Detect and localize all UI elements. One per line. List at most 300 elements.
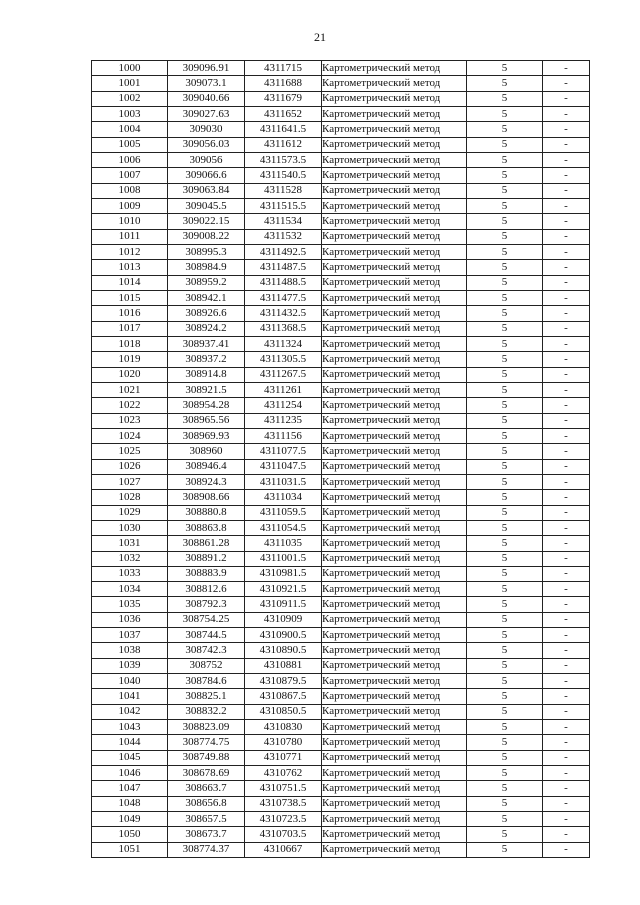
accuracy-cell: 5 bbox=[467, 152, 543, 167]
y-coordinate-cell: 4311641.5 bbox=[245, 122, 322, 137]
method-cell: Картометрический метод bbox=[322, 352, 467, 367]
accuracy-cell: 5 bbox=[467, 398, 543, 413]
x-coordinate-cell: 309096.91 bbox=[168, 61, 245, 76]
note-cell: - bbox=[543, 321, 590, 336]
y-coordinate-cell: 4310909 bbox=[245, 612, 322, 627]
table-row bbox=[92, 796, 590, 811]
y-coordinate-cell: 4310830 bbox=[245, 720, 322, 735]
note-cell: - bbox=[543, 106, 590, 121]
x-coordinate-cell: 308969.93 bbox=[168, 428, 245, 443]
table-row bbox=[92, 582, 590, 597]
point-number-cell: 1031 bbox=[92, 536, 168, 551]
note-cell: - bbox=[543, 720, 590, 735]
point-number-cell: 1026 bbox=[92, 459, 168, 474]
point-number-cell: 1000 bbox=[92, 61, 168, 76]
x-coordinate-cell: 309040.66 bbox=[168, 91, 245, 106]
x-coordinate-cell: 308959.2 bbox=[168, 275, 245, 290]
coordinates-table bbox=[91, 60, 590, 858]
table-row bbox=[92, 704, 590, 719]
y-coordinate-cell: 4311156 bbox=[245, 428, 322, 443]
table-row bbox=[92, 321, 590, 336]
method-cell: Картометрический метод bbox=[322, 137, 467, 152]
accuracy-cell: 5 bbox=[467, 260, 543, 275]
method-cell: Картометрический метод bbox=[322, 490, 467, 505]
x-coordinate-cell: 308954.28 bbox=[168, 398, 245, 413]
method-cell: Картометрический метод bbox=[322, 168, 467, 183]
point-number-cell: 1045 bbox=[92, 750, 168, 765]
accuracy-cell: 5 bbox=[467, 674, 543, 689]
point-number-cell: 1023 bbox=[92, 413, 168, 428]
y-coordinate-cell: 4310762 bbox=[245, 766, 322, 781]
note-cell: - bbox=[543, 781, 590, 796]
table-row bbox=[92, 643, 590, 658]
note-cell: - bbox=[543, 490, 590, 505]
x-coordinate-cell: 308792.3 bbox=[168, 597, 245, 612]
table-row bbox=[92, 735, 590, 750]
point-number-cell: 1007 bbox=[92, 168, 168, 183]
x-coordinate-cell: 308754.25 bbox=[168, 612, 245, 627]
table-row bbox=[92, 551, 590, 566]
accuracy-cell: 5 bbox=[467, 735, 543, 750]
note-cell: - bbox=[543, 275, 590, 290]
accuracy-cell: 5 bbox=[467, 244, 543, 259]
y-coordinate-cell: 4311715 bbox=[245, 61, 322, 76]
note-cell: - bbox=[543, 229, 590, 244]
table-row bbox=[92, 275, 590, 290]
method-cell: Картометрический метод bbox=[322, 275, 467, 290]
method-cell: Картометрический метод bbox=[322, 183, 467, 198]
y-coordinate-cell: 4311034 bbox=[245, 490, 322, 505]
point-number-cell: 1027 bbox=[92, 474, 168, 489]
accuracy-cell: 5 bbox=[467, 750, 543, 765]
y-coordinate-cell: 4310850.5 bbox=[245, 704, 322, 719]
method-cell: Картометрический метод bbox=[322, 674, 467, 689]
note-cell: - bbox=[543, 812, 590, 827]
x-coordinate-cell: 309063.84 bbox=[168, 183, 245, 198]
table-row bbox=[92, 398, 590, 413]
method-cell: Картометрический метод bbox=[322, 628, 467, 643]
accuracy-cell: 5 bbox=[467, 413, 543, 428]
method-cell: Картометрический метод bbox=[322, 76, 467, 91]
point-number-cell: 1039 bbox=[92, 658, 168, 673]
point-number-cell: 1017 bbox=[92, 321, 168, 336]
method-cell: Картометрический метод bbox=[322, 720, 467, 735]
x-coordinate-cell: 309066.6 bbox=[168, 168, 245, 183]
table-row bbox=[92, 674, 590, 689]
x-coordinate-cell: 309056 bbox=[168, 152, 245, 167]
accuracy-cell: 5 bbox=[467, 505, 543, 520]
x-coordinate-cell: 308995.3 bbox=[168, 244, 245, 259]
table-row bbox=[92, 183, 590, 198]
y-coordinate-cell: 4311534 bbox=[245, 214, 322, 229]
note-cell: - bbox=[543, 628, 590, 643]
y-coordinate-cell: 4310703.5 bbox=[245, 827, 322, 842]
accuracy-cell: 5 bbox=[467, 229, 543, 244]
x-coordinate-cell: 308960 bbox=[168, 444, 245, 459]
note-cell: - bbox=[543, 766, 590, 781]
note-cell: - bbox=[543, 260, 590, 275]
note-cell: - bbox=[543, 183, 590, 198]
table-row bbox=[92, 198, 590, 213]
y-coordinate-cell: 4311305.5 bbox=[245, 352, 322, 367]
note-cell: - bbox=[543, 474, 590, 489]
x-coordinate-cell: 309008.22 bbox=[168, 229, 245, 244]
point-number-cell: 1033 bbox=[92, 566, 168, 581]
method-cell: Картометрический метод bbox=[322, 61, 467, 76]
page-number: 21 bbox=[314, 30, 326, 44]
table-row bbox=[92, 306, 590, 321]
x-coordinate-cell: 308861.28 bbox=[168, 536, 245, 551]
method-cell: Картометрический метод bbox=[322, 336, 467, 351]
accuracy-cell: 5 bbox=[467, 704, 543, 719]
note-cell: - bbox=[543, 566, 590, 581]
method-cell: Картометрический метод bbox=[322, 536, 467, 551]
note-cell: - bbox=[543, 61, 590, 76]
point-number-cell: 1036 bbox=[92, 612, 168, 627]
y-coordinate-cell: 4310900.5 bbox=[245, 628, 322, 643]
table-row bbox=[92, 658, 590, 673]
x-coordinate-cell: 309027.63 bbox=[168, 106, 245, 121]
accuracy-cell: 5 bbox=[467, 122, 543, 137]
note-cell: - bbox=[543, 76, 590, 91]
method-cell: Картометрический метод bbox=[322, 321, 467, 336]
point-number-cell: 1020 bbox=[92, 367, 168, 382]
point-number-cell: 1029 bbox=[92, 505, 168, 520]
y-coordinate-cell: 4311487.5 bbox=[245, 260, 322, 275]
method-cell: Картометрический метод bbox=[322, 122, 467, 137]
table-row bbox=[92, 628, 590, 643]
y-coordinate-cell: 4311267.5 bbox=[245, 367, 322, 382]
note-cell: - bbox=[543, 91, 590, 106]
x-coordinate-cell: 308784.6 bbox=[168, 674, 245, 689]
note-cell: - bbox=[543, 152, 590, 167]
y-coordinate-cell: 4310751.5 bbox=[245, 781, 322, 796]
table-row bbox=[92, 612, 590, 627]
method-cell: Картометрический метод bbox=[322, 474, 467, 489]
method-cell: Картометрический метод bbox=[322, 766, 467, 781]
point-number-cell: 1035 bbox=[92, 597, 168, 612]
note-cell: - bbox=[543, 398, 590, 413]
note-cell: - bbox=[543, 796, 590, 811]
accuracy-cell: 5 bbox=[467, 444, 543, 459]
method-cell: Картометрический метод bbox=[322, 91, 467, 106]
y-coordinate-cell: 4311235 bbox=[245, 413, 322, 428]
method-cell: Картометрический метод bbox=[322, 382, 467, 397]
point-number-cell: 1015 bbox=[92, 290, 168, 305]
accuracy-cell: 5 bbox=[467, 643, 543, 658]
table-row bbox=[92, 444, 590, 459]
note-cell: - bbox=[543, 168, 590, 183]
x-coordinate-cell: 308812.6 bbox=[168, 582, 245, 597]
table-row bbox=[92, 812, 590, 827]
x-coordinate-cell: 308914.8 bbox=[168, 367, 245, 382]
accuracy-cell: 5 bbox=[467, 720, 543, 735]
method-cell: Картометрический метод bbox=[322, 612, 467, 627]
y-coordinate-cell: 4311261 bbox=[245, 382, 322, 397]
point-number-cell: 1016 bbox=[92, 306, 168, 321]
point-number-cell: 1038 bbox=[92, 643, 168, 658]
note-cell: - bbox=[543, 444, 590, 459]
accuracy-cell: 5 bbox=[467, 689, 543, 704]
y-coordinate-cell: 4311031.5 bbox=[245, 474, 322, 489]
point-number-cell: 1011 bbox=[92, 229, 168, 244]
accuracy-cell: 5 bbox=[467, 321, 543, 336]
method-cell: Картометрический метод bbox=[322, 812, 467, 827]
x-coordinate-cell: 308678.69 bbox=[168, 766, 245, 781]
point-number-cell: 1024 bbox=[92, 428, 168, 443]
table-row bbox=[92, 428, 590, 443]
method-cell: Картометрический метод bbox=[322, 413, 467, 428]
accuracy-cell: 5 bbox=[467, 459, 543, 474]
method-cell: Картометрический метод bbox=[322, 214, 467, 229]
x-coordinate-cell: 308774.37 bbox=[168, 842, 245, 857]
point-number-cell: 1048 bbox=[92, 796, 168, 811]
method-cell: Картометрический метод bbox=[322, 781, 467, 796]
x-coordinate-cell: 308752 bbox=[168, 658, 245, 673]
point-number-cell: 1014 bbox=[92, 275, 168, 290]
x-coordinate-cell: 308880.8 bbox=[168, 505, 245, 520]
x-coordinate-cell: 308883.9 bbox=[168, 566, 245, 581]
table-row bbox=[92, 152, 590, 167]
table-row bbox=[92, 459, 590, 474]
x-coordinate-cell: 309030 bbox=[168, 122, 245, 137]
note-cell: - bbox=[543, 689, 590, 704]
point-number-cell: 1032 bbox=[92, 551, 168, 566]
accuracy-cell: 5 bbox=[467, 490, 543, 505]
method-cell: Картометрический метод bbox=[322, 750, 467, 765]
note-cell: - bbox=[543, 352, 590, 367]
note-cell: - bbox=[543, 382, 590, 397]
x-coordinate-cell: 308774.75 bbox=[168, 735, 245, 750]
table-row bbox=[92, 229, 590, 244]
method-cell: Картометрический метод bbox=[322, 735, 467, 750]
note-cell: - bbox=[543, 842, 590, 857]
y-coordinate-cell: 4311059.5 bbox=[245, 505, 322, 520]
x-coordinate-cell: 309022.15 bbox=[168, 214, 245, 229]
note-cell: - bbox=[543, 658, 590, 673]
note-cell: - bbox=[543, 137, 590, 152]
accuracy-cell: 5 bbox=[467, 91, 543, 106]
y-coordinate-cell: 4311001.5 bbox=[245, 551, 322, 566]
table-row bbox=[92, 520, 590, 535]
coordinates-table-body bbox=[92, 61, 590, 858]
accuracy-cell: 5 bbox=[467, 781, 543, 796]
method-cell: Картометрический метод bbox=[322, 520, 467, 535]
method-cell: Картометрический метод bbox=[322, 244, 467, 259]
y-coordinate-cell: 4311652 bbox=[245, 106, 322, 121]
table-row bbox=[92, 106, 590, 121]
method-cell: Картометрический метод bbox=[322, 827, 467, 842]
x-coordinate-cell: 308891.2 bbox=[168, 551, 245, 566]
x-coordinate-cell: 308657.5 bbox=[168, 812, 245, 827]
y-coordinate-cell: 4311477.5 bbox=[245, 290, 322, 305]
table-row bbox=[92, 474, 590, 489]
table-row bbox=[92, 413, 590, 428]
point-number-cell: 1008 bbox=[92, 183, 168, 198]
method-cell: Картометрический метод bbox=[322, 566, 467, 581]
accuracy-cell: 5 bbox=[467, 628, 543, 643]
y-coordinate-cell: 4311612 bbox=[245, 137, 322, 152]
y-coordinate-cell: 4310981.5 bbox=[245, 566, 322, 581]
point-number-cell: 1025 bbox=[92, 444, 168, 459]
table-row bbox=[92, 382, 590, 397]
x-coordinate-cell: 308984.9 bbox=[168, 260, 245, 275]
x-coordinate-cell: 308937.41 bbox=[168, 336, 245, 351]
x-coordinate-cell: 308924.3 bbox=[168, 474, 245, 489]
accuracy-cell: 5 bbox=[467, 352, 543, 367]
y-coordinate-cell: 4311047.5 bbox=[245, 459, 322, 474]
table-row bbox=[92, 750, 590, 765]
accuracy-cell: 5 bbox=[467, 183, 543, 198]
table-row bbox=[92, 61, 590, 76]
x-coordinate-cell: 308832.2 bbox=[168, 704, 245, 719]
accuracy-cell: 5 bbox=[467, 306, 543, 321]
note-cell: - bbox=[543, 643, 590, 658]
y-coordinate-cell: 4310771 bbox=[245, 750, 322, 765]
note-cell: - bbox=[543, 336, 590, 351]
x-coordinate-cell: 308742.3 bbox=[168, 643, 245, 658]
y-coordinate-cell: 4311540.5 bbox=[245, 168, 322, 183]
note-cell: - bbox=[543, 704, 590, 719]
y-coordinate-cell: 4310890.5 bbox=[245, 643, 322, 658]
note-cell: - bbox=[543, 582, 590, 597]
y-coordinate-cell: 4311432.5 bbox=[245, 306, 322, 321]
note-cell: - bbox=[543, 750, 590, 765]
note-cell: - bbox=[543, 214, 590, 229]
accuracy-cell: 5 bbox=[467, 214, 543, 229]
note-cell: - bbox=[543, 827, 590, 842]
table-row bbox=[92, 91, 590, 106]
table-row bbox=[92, 720, 590, 735]
point-number-cell: 1030 bbox=[92, 520, 168, 535]
method-cell: Картометрический метод bbox=[322, 367, 467, 382]
table-row bbox=[92, 490, 590, 505]
x-coordinate-cell: 308663.7 bbox=[168, 781, 245, 796]
note-cell: - bbox=[543, 244, 590, 259]
method-cell: Картометрический метод bbox=[322, 689, 467, 704]
y-coordinate-cell: 4311368.5 bbox=[245, 321, 322, 336]
y-coordinate-cell: 4310780 bbox=[245, 735, 322, 750]
x-coordinate-cell: 308924.2 bbox=[168, 321, 245, 336]
method-cell: Картометрический метод bbox=[322, 428, 467, 443]
method-cell: Картометрический метод bbox=[322, 290, 467, 305]
accuracy-cell: 5 bbox=[467, 275, 543, 290]
y-coordinate-cell: 4311035 bbox=[245, 536, 322, 551]
x-coordinate-cell: 308863.8 bbox=[168, 520, 245, 535]
table-row bbox=[92, 352, 590, 367]
x-coordinate-cell: 309056.03 bbox=[168, 137, 245, 152]
method-cell: Картометрический метод bbox=[322, 306, 467, 321]
method-cell: Картометрический метод bbox=[322, 597, 467, 612]
note-cell: - bbox=[543, 612, 590, 627]
point-number-cell: 1034 bbox=[92, 582, 168, 597]
table-row bbox=[92, 290, 590, 305]
accuracy-cell: 5 bbox=[467, 61, 543, 76]
point-number-cell: 1021 bbox=[92, 382, 168, 397]
accuracy-cell: 5 bbox=[467, 290, 543, 305]
y-coordinate-cell: 4311077.5 bbox=[245, 444, 322, 459]
x-coordinate-cell: 308965.56 bbox=[168, 413, 245, 428]
note-cell: - bbox=[543, 505, 590, 520]
x-coordinate-cell: 308823.09 bbox=[168, 720, 245, 735]
x-coordinate-cell: 308673.7 bbox=[168, 827, 245, 842]
point-number-cell: 1012 bbox=[92, 244, 168, 259]
note-cell: - bbox=[543, 122, 590, 137]
point-number-cell: 1019 bbox=[92, 352, 168, 367]
y-coordinate-cell: 4310879.5 bbox=[245, 674, 322, 689]
method-cell: Картометрический метод bbox=[322, 198, 467, 213]
accuracy-cell: 5 bbox=[467, 658, 543, 673]
table-row bbox=[92, 597, 590, 612]
point-number-cell: 1013 bbox=[92, 260, 168, 275]
accuracy-cell: 5 bbox=[467, 766, 543, 781]
y-coordinate-cell: 4311688 bbox=[245, 76, 322, 91]
note-cell: - bbox=[543, 459, 590, 474]
method-cell: Картометрический метод bbox=[322, 796, 467, 811]
point-number-cell: 1046 bbox=[92, 766, 168, 781]
accuracy-cell: 5 bbox=[467, 336, 543, 351]
table-row bbox=[92, 244, 590, 259]
accuracy-cell: 5 bbox=[467, 474, 543, 489]
y-coordinate-cell: 4310723.5 bbox=[245, 812, 322, 827]
x-coordinate-cell: 308825.1 bbox=[168, 689, 245, 704]
method-cell: Картометрический метод bbox=[322, 643, 467, 658]
point-number-cell: 1044 bbox=[92, 735, 168, 750]
method-cell: Картометрический метод bbox=[322, 459, 467, 474]
point-number-cell: 1010 bbox=[92, 214, 168, 229]
y-coordinate-cell: 4311324 bbox=[245, 336, 322, 351]
y-coordinate-cell: 4310738.5 bbox=[245, 796, 322, 811]
y-coordinate-cell: 4311054.5 bbox=[245, 520, 322, 535]
x-coordinate-cell: 308946.4 bbox=[168, 459, 245, 474]
table-row bbox=[92, 214, 590, 229]
point-number-cell: 1049 bbox=[92, 812, 168, 827]
table-row bbox=[92, 505, 590, 520]
accuracy-cell: 5 bbox=[467, 566, 543, 581]
table-row bbox=[92, 689, 590, 704]
x-coordinate-cell: 308921.5 bbox=[168, 382, 245, 397]
method-cell: Картометрический метод bbox=[322, 505, 467, 520]
point-number-cell: 1002 bbox=[92, 91, 168, 106]
table-row bbox=[92, 766, 590, 781]
table-row bbox=[92, 137, 590, 152]
x-coordinate-cell: 308926.6 bbox=[168, 306, 245, 321]
note-cell: - bbox=[543, 198, 590, 213]
x-coordinate-cell: 308942.1 bbox=[168, 290, 245, 305]
method-cell: Картометрический метод bbox=[322, 398, 467, 413]
x-coordinate-cell: 308937.2 bbox=[168, 352, 245, 367]
table-row bbox=[92, 168, 590, 183]
point-number-cell: 1005 bbox=[92, 137, 168, 152]
y-coordinate-cell: 4310667 bbox=[245, 842, 322, 857]
point-number-cell: 1041 bbox=[92, 689, 168, 704]
accuracy-cell: 5 bbox=[467, 76, 543, 91]
table-row bbox=[92, 781, 590, 796]
point-number-cell: 1009 bbox=[92, 198, 168, 213]
note-cell: - bbox=[543, 367, 590, 382]
method-cell: Картометрический метод bbox=[322, 152, 467, 167]
accuracy-cell: 5 bbox=[467, 536, 543, 551]
note-cell: - bbox=[543, 536, 590, 551]
table-row bbox=[92, 367, 590, 382]
y-coordinate-cell: 4310921.5 bbox=[245, 582, 322, 597]
y-coordinate-cell: 4310911.5 bbox=[245, 597, 322, 612]
point-number-cell: 1043 bbox=[92, 720, 168, 735]
note-cell: - bbox=[543, 551, 590, 566]
y-coordinate-cell: 4311492.5 bbox=[245, 244, 322, 259]
y-coordinate-cell: 4311254 bbox=[245, 398, 322, 413]
accuracy-cell: 5 bbox=[467, 612, 543, 627]
